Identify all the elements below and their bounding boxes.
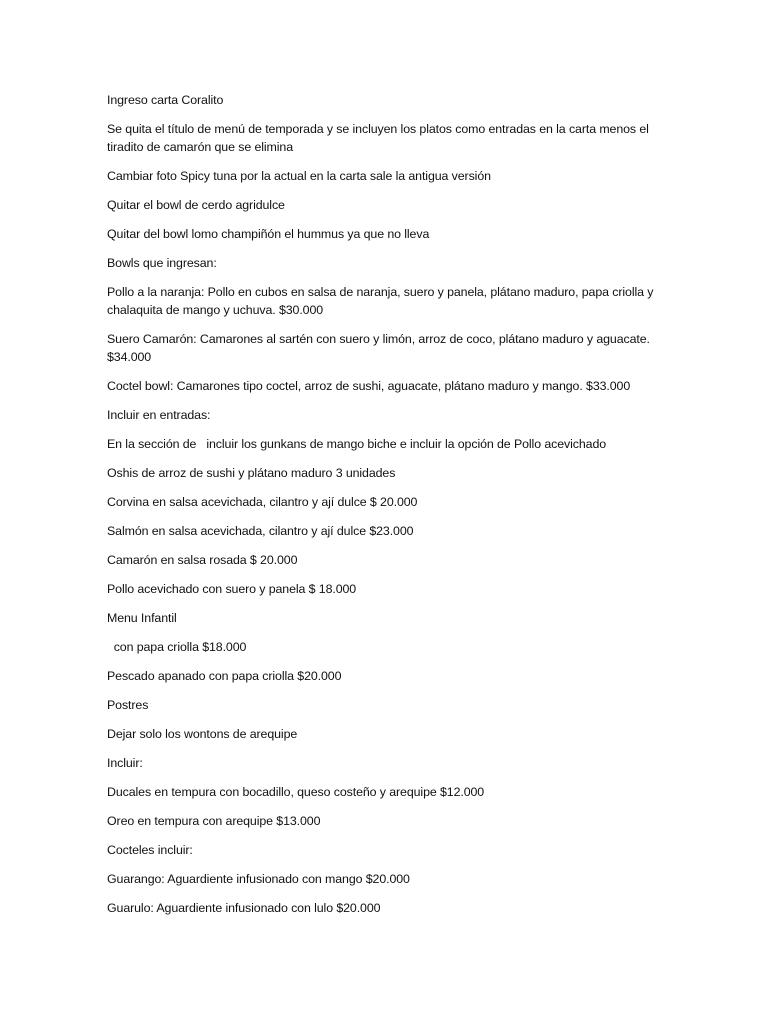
paragraph: Cambiar foto Spicy tuna por la actual en la carta sale la antigua versión [107,169,491,183]
menu-item: Pescado apanado con papa criolla $20.000 [107,669,342,683]
menu-item: Guarango: Aguardiente infusionado con mango $20.000 [107,872,410,886]
menu-item: Pollo a la naranja: Pollo en cubos en salsa de naranja, suero y panela, plátano maduro, papa criolla y chalaquita de mango y uchuva. $30.000 [107,285,657,317]
menu-item: con papa criolla $18.000 [107,640,247,654]
section-heading: Incluir en entradas: [107,408,211,422]
section-heading: Postres [107,698,149,712]
menu-item: Oshis de arroz de sushi y plátano maduro 3 unidades [107,466,396,480]
paragraph: Se quita el título de menú de temporada y se incluyen los platos como entradas en la carta menos el tiradito de camarón que se elimina [107,122,653,154]
doc-title: Ingreso carta Coralito [107,93,224,107]
paragraph: Quitar del bowl lomo champiñón el hummus ya que no lleva [107,227,430,241]
section-heading: Menu Infantil [107,611,177,625]
document-body [107,91,667,928]
paragraph: En la sección de incluir los gunkans de mango biche e incluir la opción de Pollo acevichado [107,437,607,451]
paragraph: Dejar solo los wontons de arequipe [107,727,298,741]
menu-item: Ducales en tempura con bocadillo, queso costeño y arequipe $12.000 [107,785,485,799]
menu-item: Oreo en tempura con arequipe $13.000 [107,814,321,828]
section-heading: Cocteles incluir: [107,843,193,857]
menu-item: Salmón en salsa acevichada, cilantro y ají dulce $23.000 [107,524,414,538]
section-heading: Incluir: [107,756,143,770]
menu-item: Suero Camarón: Camarones al sartén con suero y limón, arroz de coco, plátano maduro y aguacate. $34.000 [107,332,654,364]
menu-item: Guarulo: Aguardiente infusionado con lulo $20.000 [107,901,381,915]
menu-item: Camarón en salsa rosada $ 20.000 [107,553,298,567]
menu-item: Coctel bowl: Camarones tipo coctel, arroz de sushi, aguacate, plátano maduro y mango. $33.000 [107,379,631,393]
paragraph: Quitar el bowl de cerdo agridulce [107,198,285,212]
section-heading: Bowls que ingresan: [107,256,217,270]
menu-item: Pollo acevichado con suero y panela $ 18.000 [107,582,357,596]
menu-item: Corvina en salsa acevichada, cilantro y ají dulce $ 20.000 [107,495,418,509]
